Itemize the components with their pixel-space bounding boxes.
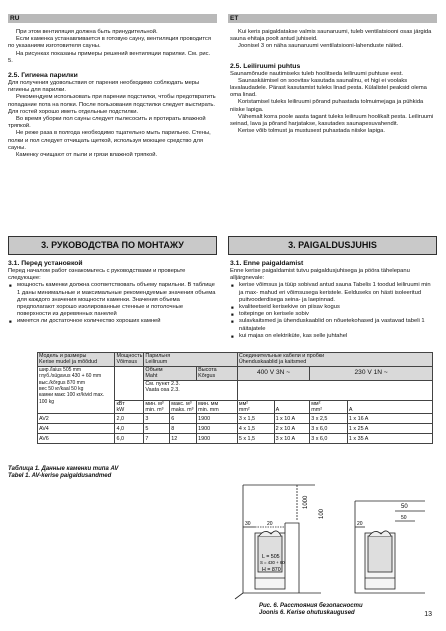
cell-min-volume: 7: [144, 434, 170, 444]
safety-distances-figure: [225, 481, 435, 601]
cell-cable-400: 5 x 1,5: [237, 434, 274, 444]
et-intro-p2: Joonisel 3 on näha saunaruumi ventilatsiooni-lahenduste näited.: [238, 43, 404, 50]
et-section-title: 3. PAIGALDUSJUHIS: [228, 236, 437, 255]
et-before-intro: Enne kerise paigaldamist tutvu paigaldusjuhisega ja pööra tähelepanu alljärgnevale:: [230, 268, 410, 282]
label-s: S = 430 + 60: [260, 560, 285, 565]
cell-max-volume: 8: [170, 424, 197, 434]
cell-height: 1900: [197, 414, 238, 424]
ru-before-install: [8, 260, 216, 326]
dim-30-label: 30: [245, 521, 251, 527]
td-unit-a-2: A: [347, 400, 432, 414]
td-unit-max: макс. м³ maks. m³: [170, 400, 197, 414]
ru-hygiene-p4: Не реже раза в полгода необходимо тщательно мыть парильню. Стены, полки и пол следует отчищать щеткой, используя моющее средство для сауны.: [8, 130, 211, 151]
et-hygiene-p2: Saunaskäimisel on soovitav kasutada saunalinu, et higi ei voolaks lavalaudadele. Pärast kasutamist tuleks linad pesta. Külalistel peaksid olema oma linad.: [230, 77, 427, 99]
et-language-tag: ET: [230, 15, 239, 22]
table-header-row: [38, 353, 433, 367]
td-unit-mm2-b: мм² mm²: [310, 400, 348, 414]
th-height: Высота Kõrgus: [197, 366, 238, 380]
cell-power: 4,0: [115, 424, 144, 434]
et-checklist-item: ■ sulavkaitsmed ja ühenduskaablid on nõuetekohased ja vastavad tabeli 1 näitajatele: [239, 318, 436, 332]
ru-checklist-item: ■ имеется ли достаточное количество хороших камней: [17, 318, 216, 325]
ru-intro-p3: На рисунках показаны примеры решений вентиляции парилки. См. рис. 5.: [8, 50, 211, 64]
ru-hygiene-p2: Рекомендуем использовать при парении подстилки, чтобы предотвратить попадание пота на полки. После пользования подстилки следует выстирать. Для гостей хорошо иметь отдельные подстилки.: [8, 94, 216, 115]
cell-cable-230: 3 x 6,0: [310, 434, 348, 444]
dim-1000-label: 1000: [303, 495, 309, 509]
cell-min-volume: 3: [144, 414, 170, 424]
ru-section-title: 3. РУКОВОДСТВА ПО МОНТАЖУ: [8, 236, 217, 255]
dim-100-label: 100: [319, 508, 325, 519]
et-hygiene-p5: Kerise võib tolmust ja mustusest puhastada niiske lapiga.: [238, 128, 385, 135]
cell-fuse-230: 1 x 35 A: [347, 434, 432, 444]
ru-hygiene-p1: Для получения удовольствия от парения необходимо соблюдать меры гигиены для парилки.: [8, 80, 200, 94]
ru-checklist-item: ■ мощность каменки должна соответствовать объему парильни. В таблице 1 даны минимальные и максимальные рекомендуемые значения объема для каждого значения мощности каменки. Значения объема предполагают хорошо изолированные стенные и потолочные поверхности из деревянных панелей: [17, 282, 216, 318]
cell-cable-400: 4 x 1,5: [237, 424, 274, 434]
et-before-install: [230, 260, 436, 340]
figure-caption-ru: Рис. 6. Расстояния безопасности: [259, 603, 363, 609]
ru-before-intro: Перед началом работ ознакомьтесь с руководствами и проверьте следующее:: [8, 268, 186, 282]
ru-upper-column: [8, 29, 216, 159]
label-l: L = 505: [262, 554, 280, 560]
et-header-bar: [228, 14, 437, 23]
dim-50b-label: 50: [401, 515, 407, 521]
et-checklist: [230, 282, 436, 340]
cell-fuse-400: 2 x 10 A: [274, 424, 310, 434]
cell-fuse-400: 1 x 10 A: [274, 414, 310, 424]
td-unit-kw: кВт kW: [115, 400, 144, 414]
ru-hygiene-p3: Во время уборки пол сауны следует пылесосить и протирать влажной тряпкой.: [8, 116, 206, 130]
cell-fuse-400: 3 x 10 A: [274, 434, 310, 444]
th-model: Модель и размеры Kerise mudel ja mõõdud: [38, 353, 115, 367]
th-230v: 230 V 1N ~: [310, 366, 433, 380]
th-volume: Объем Maht: [144, 366, 197, 380]
ru-intro-p2: Если каменка устанавливается в готовую сауну, вентиляция проводится по указаниям изготовителя сауны.: [8, 36, 211, 50]
th-cables: Соединительные кабели и пробки Ühenduskaablid ja kaitsmed: [237, 353, 432, 367]
et-before-title: 3.1. Enne paigaldamist: [230, 260, 304, 267]
table-row: [38, 434, 433, 444]
et-intro-p1: Kui keris paigaldatakse valmis saunaruumi, tuleb ventilatsiooni osas järgida sauna ehitaja poolt antud juhiseid.: [230, 29, 432, 43]
table-caption-et: Tabel 1. AV-kerise paigaldusandmed: [8, 473, 112, 479]
table-caption-ru: Таблица 1. Данные каменки типа AV: [8, 466, 119, 472]
th-power: Мощность Võimsus: [116, 353, 143, 366]
ru-before-title: 3.1. Перед установкой: [8, 260, 83, 267]
td-see-section: См. пункт 2.3. Vaata osa 2.3.: [144, 380, 237, 400]
dim-50-label: 50: [401, 504, 408, 510]
th-room: Парильня Leiliruum: [144, 353, 237, 367]
cell-model: AV4: [38, 424, 115, 434]
et-checklist-item: ■ kvaliteetseid kerisekive on piisav kogus: [239, 304, 436, 311]
page-number: 13: [424, 611, 432, 618]
cell-cable-230: 3 x 6,0: [310, 424, 348, 434]
et-upper-column: [230, 29, 436, 135]
ru-intro-p1: При этом вентиляция должна быть принудительной.: [16, 29, 158, 35]
table-row: [38, 424, 433, 434]
cell-power: 6,0: [115, 434, 144, 444]
td-unit-a-1: A: [274, 400, 310, 414]
table-row: [38, 414, 433, 424]
et-checklist-item: ■ kui majas on elektriküte, kas selle juhtahel: [239, 333, 436, 340]
dim-20-label: 20: [267, 521, 273, 527]
td-dims: шир./laius 505 mm глуб./sügavus 430 + 60 mm выс./kõrgus 870 mm вес 50 кг/kaal 50 kg камни макс 100 кг/kivid max. 100 kg: [38, 366, 115, 414]
et-hygiene-p3: Koristamisel tuleks leiliruumi põrand puhastada tolmuimejaga ja pühkida niiske lapiga.: [230, 99, 424, 113]
th-400v: 400 V 3N ~: [237, 366, 309, 380]
cell-height: 1900: [197, 434, 238, 444]
et-hygiene-p1: Saunamõnude nautimiseks tuleb hoolitseda leiliruumi puhtuse eest.: [230, 70, 404, 77]
td-power-blank: [115, 366, 144, 400]
cell-cable-230: 3 x 2,5: [310, 414, 348, 424]
dim-20b-label: 20: [357, 521, 363, 527]
cell-min-volume: 5: [144, 424, 170, 434]
td-unit-mm: мин. мм min. mm: [197, 400, 238, 414]
cell-model: AV6: [38, 434, 115, 444]
cell-cable-400: 3 x 1,5: [237, 414, 274, 424]
cell-fuse-230: 1 x 25 A: [347, 424, 432, 434]
td-unit-min: мин. м³ min. m³: [144, 400, 170, 414]
label-h: H = 870: [262, 567, 281, 573]
figure-caption-et: Joonis 6. Kerise ohutuskaugused: [259, 610, 355, 616]
ru-hygiene-title: 2.5. Гигиена парилки: [8, 72, 78, 80]
ru-hygiene-p5: Каменку очищают от пыли и грязи влажной тряпкой.: [16, 152, 158, 159]
td-blank: [237, 380, 432, 400]
cell-fuse-230: 1 x 16 A: [347, 414, 432, 424]
et-checklist-item: ■ toitepinge on kerisele sobiv: [239, 311, 436, 318]
cell-max-volume: 12: [170, 434, 197, 444]
ru-checklist: [8, 282, 216, 325]
heater-spec-table: [37, 352, 433, 444]
cell-model: AV2: [38, 414, 115, 424]
et-checklist-item: ■ kerise võimsus ja tüüp sobivad antud sauna Tabelis 1 toodud leiliruumi min ja max- mahud eri võimsusega keristele. Eelduseks on hästi isoleeritud puitvooderdisega seina- ja laepinnad.: [239, 282, 436, 304]
cell-power: 2,0: [115, 414, 144, 424]
ru-language-tag: RU: [10, 15, 20, 22]
cell-max-volume: 6: [170, 414, 197, 424]
et-hygiene-title: 2.5. Leiliruumi puhtus: [230, 62, 301, 70]
et-hygiene-p4: Vähemalt korra poole aasta tagant tuleks leiliruum hoolikalt pesta. Leiliruumi seinad, lava ja põrand harjatakse, kasutades saunapesuvahendit.: [230, 113, 434, 128]
table-subheader-row: [38, 366, 433, 380]
td-unit-mm2-a: мм² mm²: [237, 400, 274, 414]
cell-height: 1900: [197, 424, 238, 434]
ru-header-bar: [8, 14, 217, 23]
